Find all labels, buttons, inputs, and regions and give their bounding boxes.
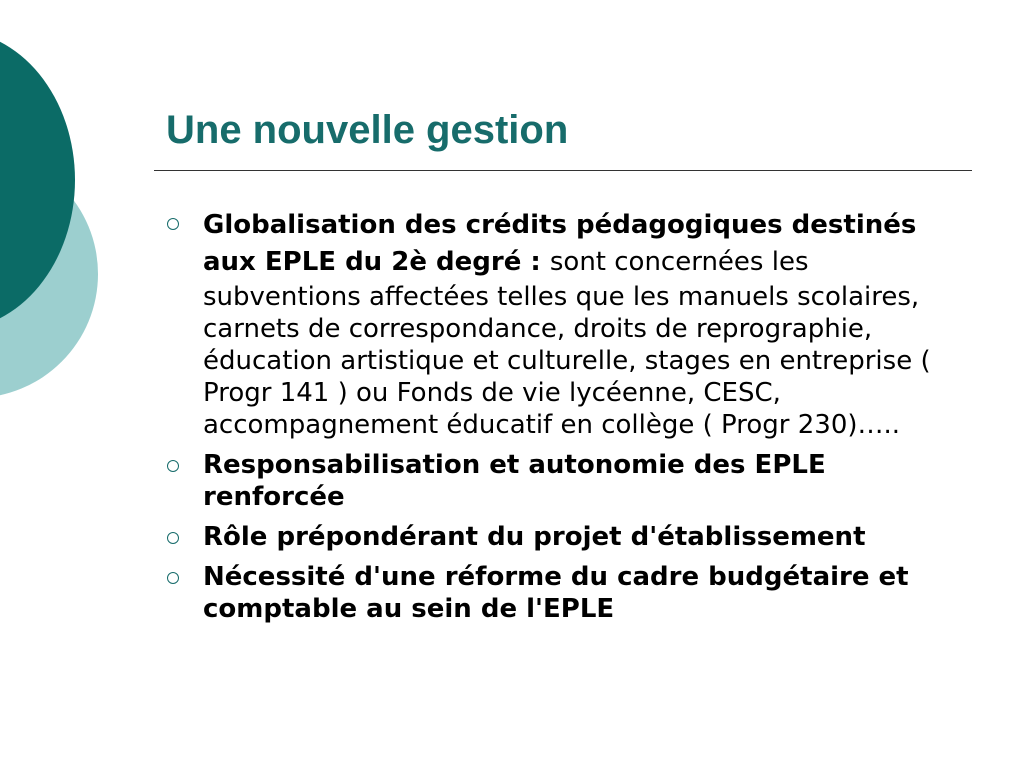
title-divider [154,170,972,171]
bullet-circle-icon [167,218,179,230]
bullet-bold-text: Globalisation des crédits pédagogiques destinés aux EPLE du 2è degré [203,210,917,277]
bullet-item [160,561,970,625]
bullet-circle-icon [167,460,179,472]
slide-title: Une nouvelle gestion [166,108,569,152]
bullet-item [160,521,970,553]
bullet-item [160,449,970,513]
bullet-colon: : [521,247,550,277]
bullet-circle-icon [167,572,179,584]
bullet-item [160,207,970,441]
bullet-bold-text: Rôle prépondérant du projet d'établissement [203,522,866,552]
bullet-list [160,207,970,633]
bullet-body-text: sont concernées les subventions affectées telles que les manuels scolaires, carnets de correspondance, droits de reprographie, éducation artistique et culturelle, stages en entreprise ( Progr 141 ) ou Fonds de vie lycéenne, CESC, accompagnement éducatif en collège ( Progr 230)….. [203,247,931,440]
bullet-circle-icon [167,532,179,544]
bullet-bold-text: Responsabilisation et autonomie des EPLE renforcée [203,450,826,512]
bullet-bold-text: Nécessité d'une réforme du cadre budgétaire et comptable au sein de l'EPLE [203,562,909,624]
